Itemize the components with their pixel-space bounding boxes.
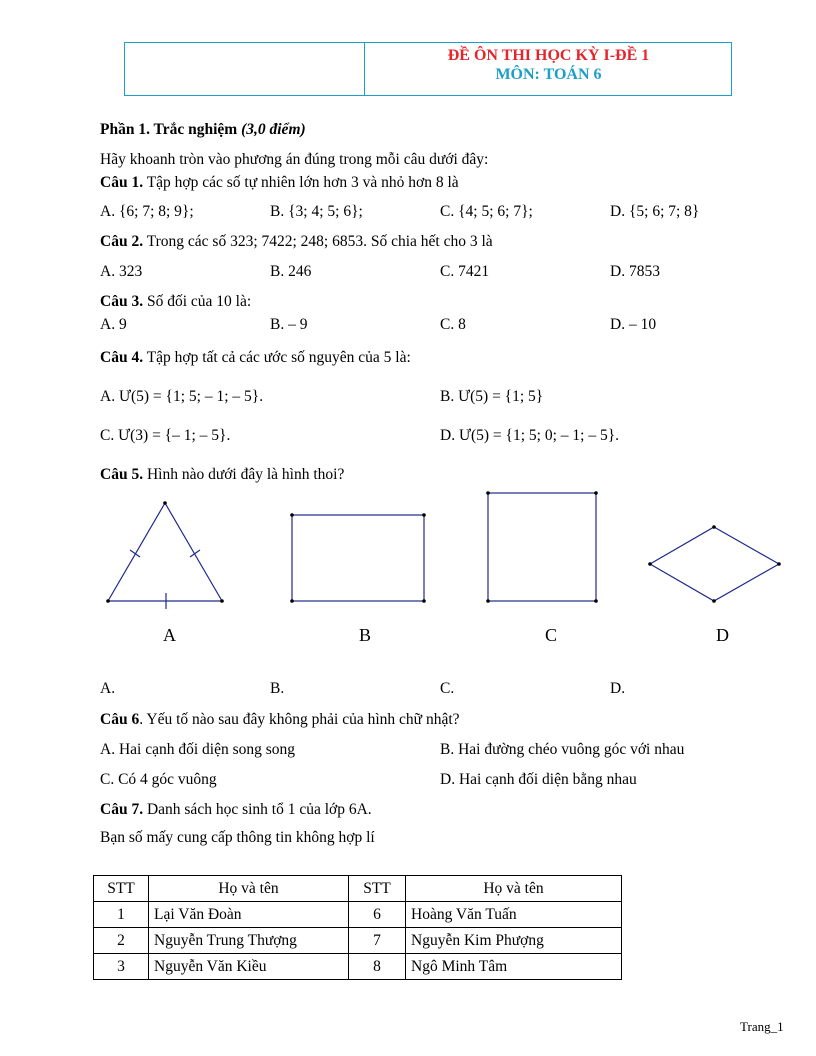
q3-text: Số đối của 10 là: — [146, 293, 252, 310]
table-cell: 8 — [349, 954, 406, 980]
table-row — [94, 902, 622, 928]
q1-label: Câu 1. — [100, 174, 144, 191]
table-cell: Hoàng Văn Tuấn — [406, 902, 622, 928]
table-cell: Nguyễn Văn Kiều — [149, 954, 349, 980]
shape-label-b: B — [359, 625, 372, 645]
table-cell: 6 — [349, 902, 406, 928]
q4-option-c[interactable]: C. Ư(3) = {– 1; – 5}. — [100, 427, 231, 444]
table-header: STT — [94, 876, 149, 902]
q7-label: Câu 7. — [100, 801, 144, 818]
q1-option-a[interactable]: A. {6; 7; 8; 9}; — [100, 203, 194, 220]
table-cell: Ngô Minh Tâm — [406, 954, 622, 980]
exam-title: ĐỀ ÔN THI HỌC KỲ I-ĐỀ 1 — [447, 47, 650, 64]
q6-stem — [100, 711, 460, 729]
q2-option-c[interactable]: C. 7421 — [440, 263, 490, 280]
shape-rectangle — [292, 515, 424, 601]
table-header: STT — [349, 876, 406, 902]
shape-label-a: A — [163, 625, 176, 645]
q7-text: Danh sách học sinh tổ 1 của lớp 6A. — [146, 801, 372, 818]
shape-rhombus — [650, 527, 779, 601]
table-cell: Lại Văn Đoàn — [149, 902, 349, 928]
q1-text: Tập hợp các số tự nhiên lớn hơn 3 và nhỏ hơn 8 là — [146, 174, 459, 191]
q3-option-c[interactable]: C. 8 — [440, 316, 466, 333]
q2-label: Câu 2. — [100, 233, 144, 250]
part1-title: Phần 1. Trắc nghiệm — [100, 121, 238, 138]
q5-option-a[interactable]: A. — [100, 680, 116, 697]
q7-line2: Bạn số mấy cung cấp thông tin không hợp lí — [100, 829, 375, 846]
part1-instruction: Hãy khoanh tròn vào phương án đúng trong mỗi câu dưới đây: — [100, 151, 489, 168]
table-cell: 2 — [94, 928, 149, 954]
table-header: Họ và tên — [406, 876, 622, 902]
q3-option-b[interactable]: B. – 9 — [270, 316, 308, 333]
exam-subject: MÔN: TOÁN 6 — [495, 66, 602, 83]
shape-square — [488, 493, 596, 601]
table-cell: 1 — [94, 902, 149, 928]
q6-text: . Yếu tố nào sau đây không phải của hình chữ nhật? — [139, 711, 460, 728]
q6-option-a[interactable]: A. Hai cạnh đối diện song song — [100, 741, 296, 758]
student-table — [93, 875, 622, 980]
table-row — [94, 954, 622, 980]
q3-label: Câu 3. — [100, 293, 144, 310]
shape-label-c: C — [545, 625, 558, 645]
table-cell: 7 — [349, 928, 406, 954]
table-cell: Nguyễn Kim Phượng — [406, 928, 622, 954]
table-header: Họ và tên — [149, 876, 349, 902]
q5-option-b[interactable]: B. — [270, 680, 285, 697]
q4-option-d[interactable]: D. Ư(5) = {1; 5; 0; – 1; – 5}. — [440, 427, 620, 444]
q4-option-a[interactable]: A. Ư(5) = {1; 5; – 1; – 5}. — [100, 388, 264, 405]
q6-label: Câu 6 — [100, 711, 140, 728]
page-number: Trang_1 — [740, 1019, 784, 1034]
table-cell: 3 — [94, 954, 149, 980]
q5-text: Hình nào dưới đây là hình thoi? — [146, 466, 345, 483]
q2-option-b[interactable]: B. 246 — [270, 263, 312, 280]
q5-label: Câu 5. — [100, 466, 144, 483]
q4-label: Câu 4. — [100, 349, 144, 366]
part1-points: (3,0 điểm) — [241, 121, 306, 138]
q6-option-b[interactable]: B. Hai đường chéo vuông góc với nhau — [440, 741, 685, 758]
q4-option-b[interactable]: B. Ư(5) = {1; 5} — [440, 388, 544, 405]
q3-option-a[interactable]: A. 9 — [100, 316, 127, 333]
q2-option-d[interactable]: D. 7853 — [610, 263, 660, 280]
q5-option-c[interactable]: C. — [440, 680, 455, 697]
q2-option-a[interactable]: A. 323 — [100, 263, 143, 280]
q6-option-d[interactable]: D. Hai cạnh đối diện bằng nhau — [440, 771, 637, 788]
shape-label-d: D — [716, 625, 729, 645]
q2-text: Trong các số 323; 7422; 248; 6853. Số chia hết cho 3 là — [146, 233, 493, 250]
table-header-row — [94, 876, 622, 902]
table-row — [94, 928, 622, 954]
table-cell: Nguyễn Trung Thượng — [149, 928, 349, 954]
shape-triangle — [108, 503, 222, 601]
q4-text: Tập hợp tất cả các ước số nguyên của 5 là: — [146, 349, 411, 366]
q6-option-c[interactable]: C. Có 4 góc vuông — [100, 771, 217, 788]
q1-option-b[interactable]: B. {3; 4; 5; 6}; — [270, 203, 363, 220]
q3-option-d[interactable]: D. – 10 — [610, 316, 657, 333]
q1-option-c[interactable]: C. {4; 5; 6; 7}; — [440, 203, 533, 220]
q5-option-d[interactable]: D. — [610, 680, 626, 697]
q7-stem — [100, 801, 372, 819]
q1-option-d[interactable]: D. {5; 6; 7; 8} — [610, 203, 700, 220]
